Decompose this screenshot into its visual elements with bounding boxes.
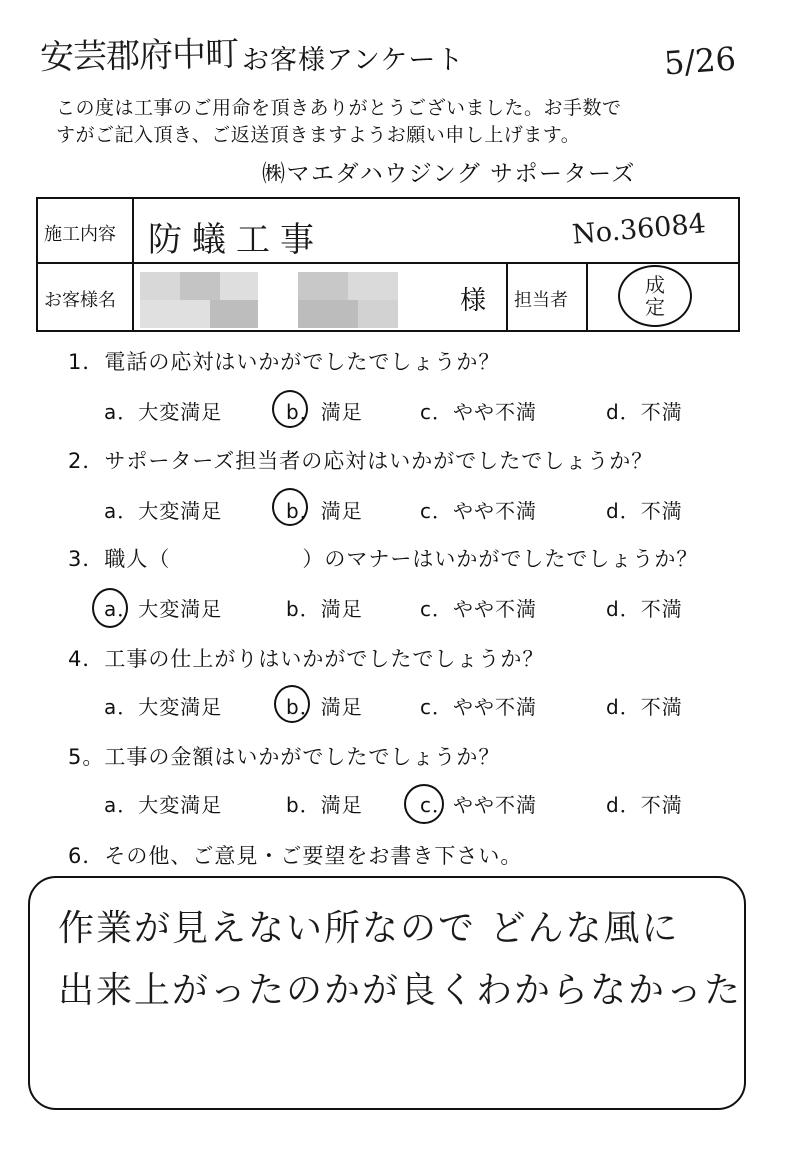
option-d: d．不満	[606, 499, 683, 523]
selected-answer-circle	[272, 488, 308, 526]
area-handwritten: 安芸郡府中町	[39, 34, 239, 78]
option-d: d．不満	[606, 793, 683, 817]
order-number-handwritten: No.36084	[570, 208, 707, 251]
selected-answer-circle	[92, 588, 128, 628]
question-text: 3．職人（ ）のマナーはいかがでしたでしょうか？	[68, 547, 699, 571]
option-a: a．大変満足	[104, 400, 223, 424]
intro-text-line-2: すがご記入頂き、ご返送頂きますようお願い申し上げます。	[56, 124, 581, 146]
option-c: c．やや不満	[420, 597, 537, 621]
work-label: 施工内容	[44, 224, 116, 245]
comment-line-1: 作業が見えない所なので どんな風に	[58, 908, 680, 949]
option-a: a．大変満足	[104, 499, 223, 523]
honorific-sama: 様	[460, 286, 487, 316]
staff-label: 担当者	[514, 290, 568, 311]
option-d: d．不満	[606, 597, 683, 621]
question-text: 1．電話の応対はいかがでしたでしょうか？	[68, 350, 501, 374]
option-b: b．満足	[286, 400, 363, 424]
option-a: a．大変満足	[104, 695, 223, 719]
option-b: b．満足	[286, 695, 363, 719]
table-border-left	[36, 197, 38, 332]
customer-label: お客様名	[44, 290, 116, 311]
work-value-handwritten: 防蟻工事	[148, 220, 324, 260]
intro-text-line-1: この度は工事のご用命を頂きありがとうございました。お手数で	[56, 97, 622, 119]
table-border-top	[36, 197, 740, 199]
option-d: d．不満	[606, 400, 683, 424]
date-handwritten: 5/26	[662, 39, 738, 83]
option-b: b．満足	[286, 597, 363, 621]
comment-line-2: 出来上がったのかが良くわからなかった	[58, 970, 743, 1011]
option-b: b．満足	[286, 499, 363, 523]
option-c: c．やや不満	[420, 695, 537, 719]
table-border-bottom	[36, 330, 740, 332]
staff-seal-stamp	[618, 265, 692, 327]
selected-answer-circle	[404, 784, 444, 824]
option-b: b．満足	[286, 793, 363, 817]
stamp-char-top: 成	[645, 273, 665, 297]
selected-answer-circle	[274, 685, 310, 723]
option-c: c．やや不満	[420, 400, 537, 424]
comment-prompt: 6．その他、ご意見・ご要望をお書き下さい。	[68, 844, 523, 868]
company-name: ㈱マエダハウジング サポーターズ	[262, 161, 636, 187]
redacted-name-block-2	[298, 272, 398, 328]
question-text: 4．工事の仕上がりはいかがでしたでしょうか？	[68, 647, 545, 671]
option-a: a．大変満足	[104, 597, 223, 621]
option-c: c．やや不満	[420, 499, 537, 523]
table-staff-divider-left	[506, 262, 508, 332]
document-title: お客様アンケート	[242, 45, 465, 76]
redacted-name-block-1	[140, 272, 258, 328]
stamp-char-bottom: 定	[645, 295, 665, 319]
table-staff-divider-right	[586, 262, 588, 332]
selected-answer-circle	[272, 390, 308, 428]
table-border-right	[738, 197, 740, 332]
option-c: c．やや不満	[420, 793, 537, 817]
option-a: a．大変満足	[104, 793, 223, 817]
table-label-divider	[132, 197, 134, 332]
table-border-middle	[36, 262, 740, 264]
option-d: d．不満	[606, 695, 683, 719]
question-text: 5。工事の金額はいかがでしたでしょうか？	[68, 745, 501, 769]
question-text: 2．サポーターズ担当者の応対はいかがでしたでしょうか？	[68, 449, 654, 473]
